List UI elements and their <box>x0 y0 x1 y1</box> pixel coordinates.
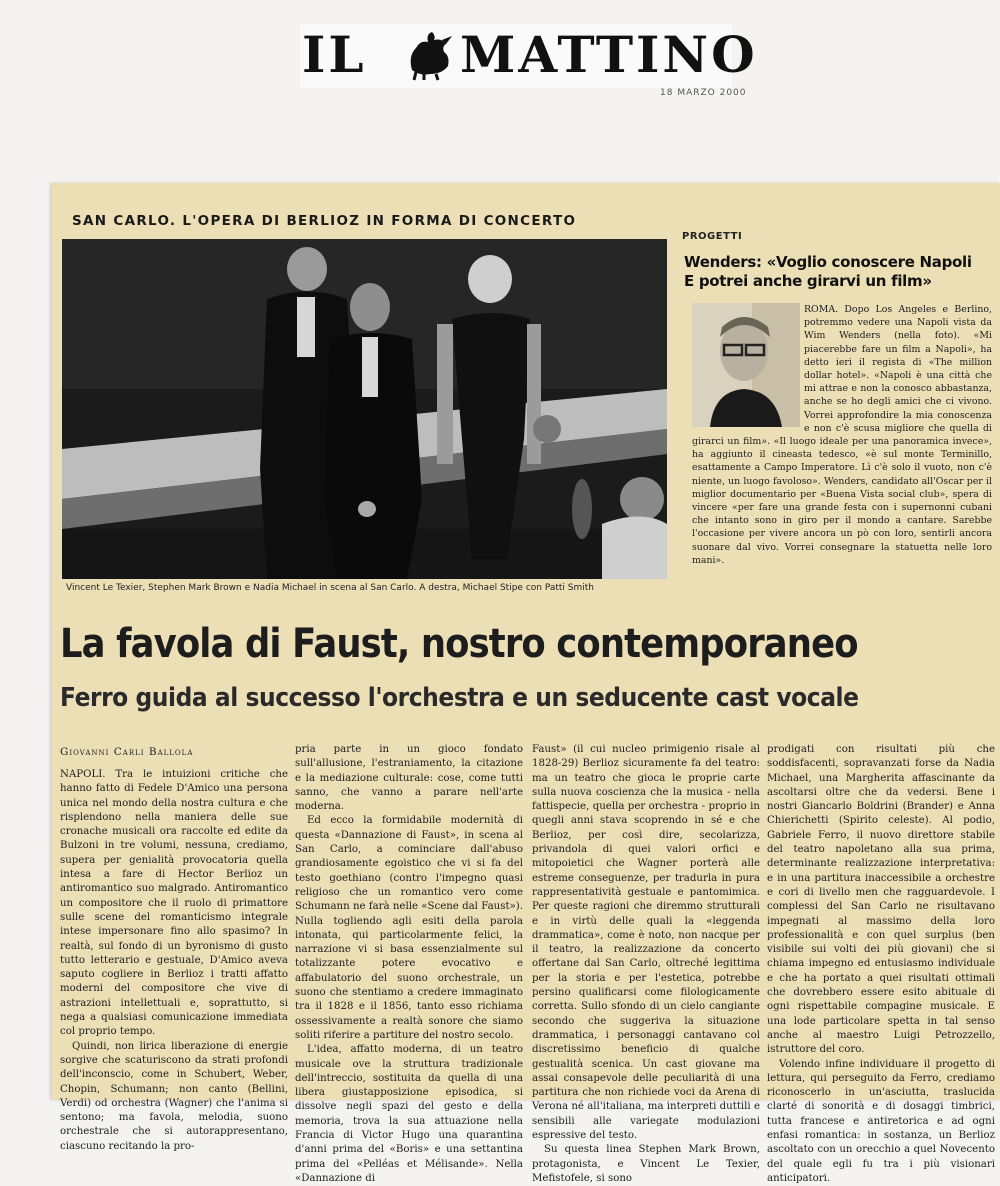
newspaper-clipping <box>52 183 1000 1184</box>
article-headline: La favola di Faust, nostro contemporaneo <box>60 621 858 667</box>
article-column-4 <box>767 743 995 1184</box>
masthead-date: 18 MARZO 2000 <box>660 88 747 98</box>
column-3-paragraph: Faust» (il cui nucleo primigenio risale al 1828-29) Berlioz sicuramente fa del teatro: ma un teatro che gioca le proprie carte sulla nuova coscienza che la musica - nella fattispecie, quella per orchestra - proprio in quegli anni stava scoprendo in sé e che Berlioz, per così dire, secolarizza, privandola di quei valori orfici e mitopoietici che Wagner porterà alle estreme conseguenze, per tradurla in pura rappresentatività gestuale e pantomimica. Per queste ragioni che diremmo strutturali e in virtù delle quali la «leggenda drammatica», come è noto, non nacque per il teatro, la realizzazione da concerto offertane dal San Carlo, oltreché legittima per la storia e per l'estetica, potrebbe persino qualificarsi come filologicamente corretta. Sullo sfondo di un cielo cangiante secondo che suggeriva la situazione drammatica, i personaggi cantavano col discretissimo beneficio di qualche gestualità scenica. Un cast giovane ma assai consapevole delle peculiarità di una partitura che non richiede voci da Arena di Verona né all'italiana, ma interpreti duttili e sensibili alle variegate modulazioni espressive del testo. <box>532 744 760 1142</box>
column-2-paragraph: L'idea, affatto moderna, di un teatro musicale ove la struttura tradizionale dell'intreccio, sostituita da quella di una libera giustapposizione episodica, si dissolve negli spazi del gesto e della memoria, trova la sua attuazione nella Francia di Victor Hugo una quarantina d'anni prima del «Boris» e una settantina prima del «Pelléas et Mélisande». Nella «Dannazione di <box>295 1044 523 1184</box>
column-1-paragraph: Quindi, non lirica liberazione di energie sorgive che scaturiscono da strati profondi dell'inconscio, come in Schubert, Weber, Chopin, Schumann; non canto (Bellini, Verdi) od orchestra (Wagner) che l'anima si sentono; ma favola, melodia, suono orchestrale che si autorappresentano, ciascuno recitando la pro- <box>60 1040 288 1152</box>
masthead-name-left: IL <box>302 25 367 84</box>
article-byline: Giovanni Carli Ballola <box>60 746 194 758</box>
column-1-paragraph: NAPOLI. Tra le intuizioni critiche che hanno fatto di Fedele D'Amico una persona unica nel mondo della nostra cultura e che risplendono nella maniera delle sue cronache musicali ora raccolte ed edite da Bulzoni in tre volumi, nessuna, crediamo, supera per genialità provocatoria quella intesa a fare di Hector Berlioz un antiromantico suo malgrado. Antiromantico un compositore che il ruolo di primattore sulle scene del romanticismo integrale intese impersonare fino allo spasimo? In realtà, sul fondo di un byronismo di gusto tutto letterario e gestuale, D'Amico aveva saputo cogliere in Berlioz i tratti affatto moderni del compositore che vive di astrazioni intellettuali e, soprattutto, si nega a qualsiasi comunicazione immediata col proprio tempo. <box>60 769 288 1038</box>
sidebar-body <box>692 303 992 593</box>
concert-photo <box>62 239 667 579</box>
article-subhead: Ferro guida al successo l'orchestra e un seducente cast vocale <box>60 683 859 713</box>
rooster-logo-icon <box>402 26 458 82</box>
column-4-paragraph: prodigati con risultati più che soddisfacenti, sopravanzati forse da Nadia Michael, una Margherita affascinante da ascoltarsi oltre che da vedersi. Bene i nostri Giancarlo Boldrini (Brander) e Anna Chierichetti (Spirito celeste). Al podio, Gabriele Ferro, il nuovo direttore stabile del teatro napoletano alla sua prima, determinante realizzazione interpretativa: e in una partitura inaccessibile a orchestre e cori di livello men che ragguardevole. I complessi del San Carlo ne risultavano impegnati al massimo della loro professionalità e con quel surplus (ben visibile sui volti dei più giovani) che si chiama impegno ed entusiasmo individuale e che ha portato a quei risultati ottimali che dovrebbero essere esito abituale di ogni rispettabile compagine musicale. E una lode particolare spetta in tal senso anche al maestro Luigi Petrozzello, istruttore del coro. <box>767 744 995 1056</box>
column-2-paragraph: Ed ecco la formidabile modernità di questa «Dannazione di Faust», in scena al San Carlo, a cominciare dall'abuso grandiosamente egoistico che vi si fa del testo goethiano (contro l'impegno quasi religioso che un romantico vero come Schumann ne farà nelle «Scene dal Faust»). Nulla togliendo agli esiti della parola intonata, qui particolarmente felici, la narrazione vi si basa essenzialmente sul totalizzante potere evocativo e affabulatorio del suono orchestrale, un suono che stentiamo a credere immaginato tra il 1828 e il 1856, tanto esso richiama ossessivamente a realtà sonore che siamo soliti riferire a partiture del nostro secolo. <box>295 815 523 1041</box>
article-column-3 <box>532 743 760 1184</box>
sidebar-body-text: ROMA. Dopo Los Angeles e Berlino, potremmo vedere una Napoli vista da Wim Wenders (nella foto). «Mi piacerebbe fare un film a Napoli», ha detto ieri il regista di «The million dollar hotel». «Napoli è una città che mi attrae e non la conosco abbastanza, anche se ho degli amici che ci vivono. Vorrei approfondire la mia conoscenza e non c'è scusa migliore che quella di girarci un film». «Il luogo ideale per una panoramica invece», ha aggiunto il cineasta tedesco, «è sul monte Terminillo, esattamente a Campo Imperatore. Lì c'è solo il vuoto, non c'è niente, un luogo favoloso». Wenders, candidato all'Oscar per il miglior documentario per «Buena Vista social club», spera di vincere «per fare una grande festa con i supernonni cubani che intanto sono in giro per il mondo a cantare. Sarebbe l'occasione per vivere ancora un pò con loro, sentirli ancora suonare dal vivo. Vorrei consegnare la statuetta nelle loro mani». <box>692 304 992 566</box>
column-3-paragraph: Su questa linea Stephen Mark Brown, protagonista, e Vincent Le Texier, Mefistofele, si sono <box>532 1144 760 1184</box>
masthead <box>300 24 758 88</box>
column-4-paragraph: Volendo infine individuare il progetto di lettura, qui perseguito da Ferro, crediamo riconoscerlo in un'asciutta, traslucida clarté di sonorità e di dosaggi timbrici, tutta francese e antiretorica e ad ogni enfasi romantica: in sostanza, un Berlioz ascoltato con un orecchio a quel Novecento del quale egli fu tra i più visionari anticipatori. <box>767 1058 995 1184</box>
masthead-name-right: MATTINO <box>460 25 758 84</box>
wenders-photo <box>692 303 800 427</box>
article-kicker: SAN CARLO. L'OPERA DI BERLIOZ IN FORMA DI CONCERTO <box>72 213 577 229</box>
sidebar-label: PROGETTI <box>682 231 743 242</box>
sidebar-photo-spacer <box>692 303 804 427</box>
photo-caption: Vincent Le Texier, Stephen Mark Brown e Nadia Michael in scena al San Carlo. A destra, Michael Stipe con Patti Smith <box>66 583 595 593</box>
sidebar-title: Wenders: «Voglio conoscere Napoli E potrei anche girarvi un film» <box>684 253 972 290</box>
article-column-2 <box>295 743 523 1184</box>
column-2-paragraph: pria parte in un gioco fondato sull'allusione, l'estraniamento, la citazione e la mediazione culturale: cose, come tutti sanno, che vanno a parare nell'arte moderna. <box>295 744 523 813</box>
article-column-1 <box>60 768 288 1152</box>
